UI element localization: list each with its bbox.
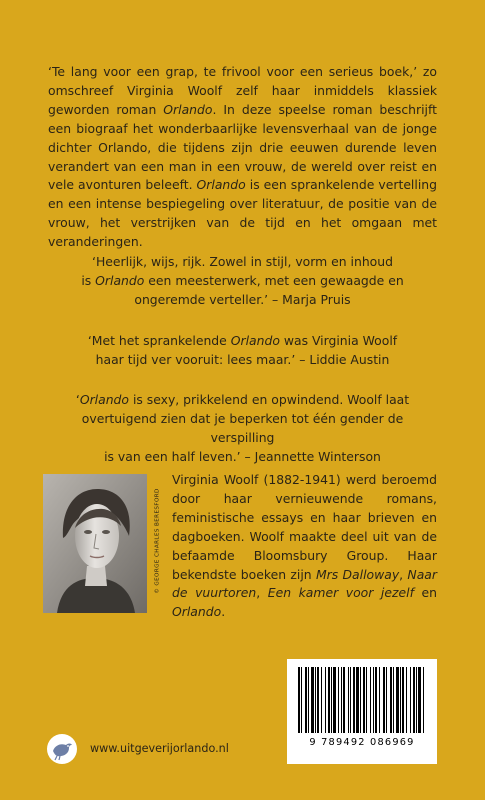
barcode-bar [317, 667, 319, 733]
photo-credit: © GEORGE CHARLES BERESFORD [154, 488, 161, 594]
barcode-bar [315, 667, 316, 733]
barcode-bar [353, 667, 355, 733]
barcode-bar [333, 667, 336, 733]
barcode-bar [356, 667, 359, 733]
barcode-bar [410, 667, 411, 733]
barcode-bar [390, 667, 392, 733]
barcode-bar [373, 667, 374, 733]
review-quote-jeannette-winterson: ‘Orlando is sexy, prikkelend en opwindend. Woolf laat overtuigend zien dat je beperken tot één gender de verspilling is van een half leven.’ – Jeannette Winterson [75, 392, 410, 464]
barcode-bar [386, 667, 387, 733]
barcode-bar [348, 667, 349, 733]
barcode-bar [308, 667, 309, 733]
barcode-bar [301, 667, 302, 733]
barcode-bar [393, 667, 394, 733]
barcode-bar [298, 667, 300, 733]
barcode-bar [406, 667, 407, 733]
barcode-bars [296, 667, 428, 737]
barcode-bar [370, 667, 371, 733]
barcode-bar [331, 667, 332, 733]
isbn-number: 9 789492 086969 [309, 737, 415, 748]
review-quote-marja-pruis: ‘Heerlijk, wijs, rijk. Zowel in stijl, vorm en inhoud is Orlando een meesterwerk, met een gewaagde en ongeremde verteller.’ – Marja Pruis [81, 254, 404, 307]
barcode-bar [379, 667, 380, 733]
barcode-bar [338, 667, 339, 733]
barcode-bar [423, 667, 424, 733]
barcode-bar [416, 667, 417, 733]
barcode-bar [328, 667, 330, 733]
barcode-bar [400, 667, 401, 733]
barcode-bar [363, 667, 365, 733]
review-quote-liddie-austin: ‘Met het sprankelende Orlando was Virginia Woolf haar tijd ver vooruit: lees maar.’ – Liddie Austin [87, 333, 398, 367]
barcode-bar [413, 667, 415, 733]
barcode-bar [325, 667, 326, 733]
barcode-bar [350, 667, 351, 733]
isbn-barcode [287, 659, 437, 764]
barcode-bar [321, 667, 322, 733]
back-cover-blurb: ‘Te lang voor een grap, te frivool voor een serieus boek,’ zo omschreef Virginia Woolf zelf haar inmiddels klassiek geworden roman Orlando. In deze speelse roman beschrijft een biograaf het wonderbaarlijke levensverhaal van de jonge dichter Orlando, die tijdens zijn drie eeuwen durende leven verandert van een man in een vrouw, de wereld over reist en vele avonturen beleeft. Orlando is een sprankelende vertelling en een intense bespiegeling over literatuur, de positie van de vrouw, het verstrijken van de tijd en het omgaan met veranderingen. [48, 64, 438, 250]
bird-logo-icon [46, 733, 78, 765]
barcode-bar [402, 667, 404, 733]
publisher-website-link[interactable]: www.uitgeverijorlando.nl [90, 742, 229, 755]
barcode-bar [383, 667, 385, 733]
barcode-bar [343, 667, 345, 733]
barcode-bar [311, 667, 314, 733]
barcode-bar [341, 667, 342, 733]
barcode-bar [366, 667, 367, 733]
barcode-bar [360, 667, 361, 733]
barcode-bar [375, 667, 377, 733]
barcode-bar [418, 667, 421, 733]
author-portrait-photo [43, 474, 147, 613]
barcode-bar [396, 667, 399, 733]
author-bio: Virginia Woolf (1882-1941) werd beroemd door haar vernieuwende romans, feministische essays en haar brieven en dagboeken. Woolf maakte deel uit van de befaamde Bloomsbury Group. Haar bekendste boeken zijn Mrs Dalloway, Naar de vuurtoren, Een kamer voor jezelf en Orlando. [172, 472, 437, 620]
barcode-bar [305, 667, 307, 733]
